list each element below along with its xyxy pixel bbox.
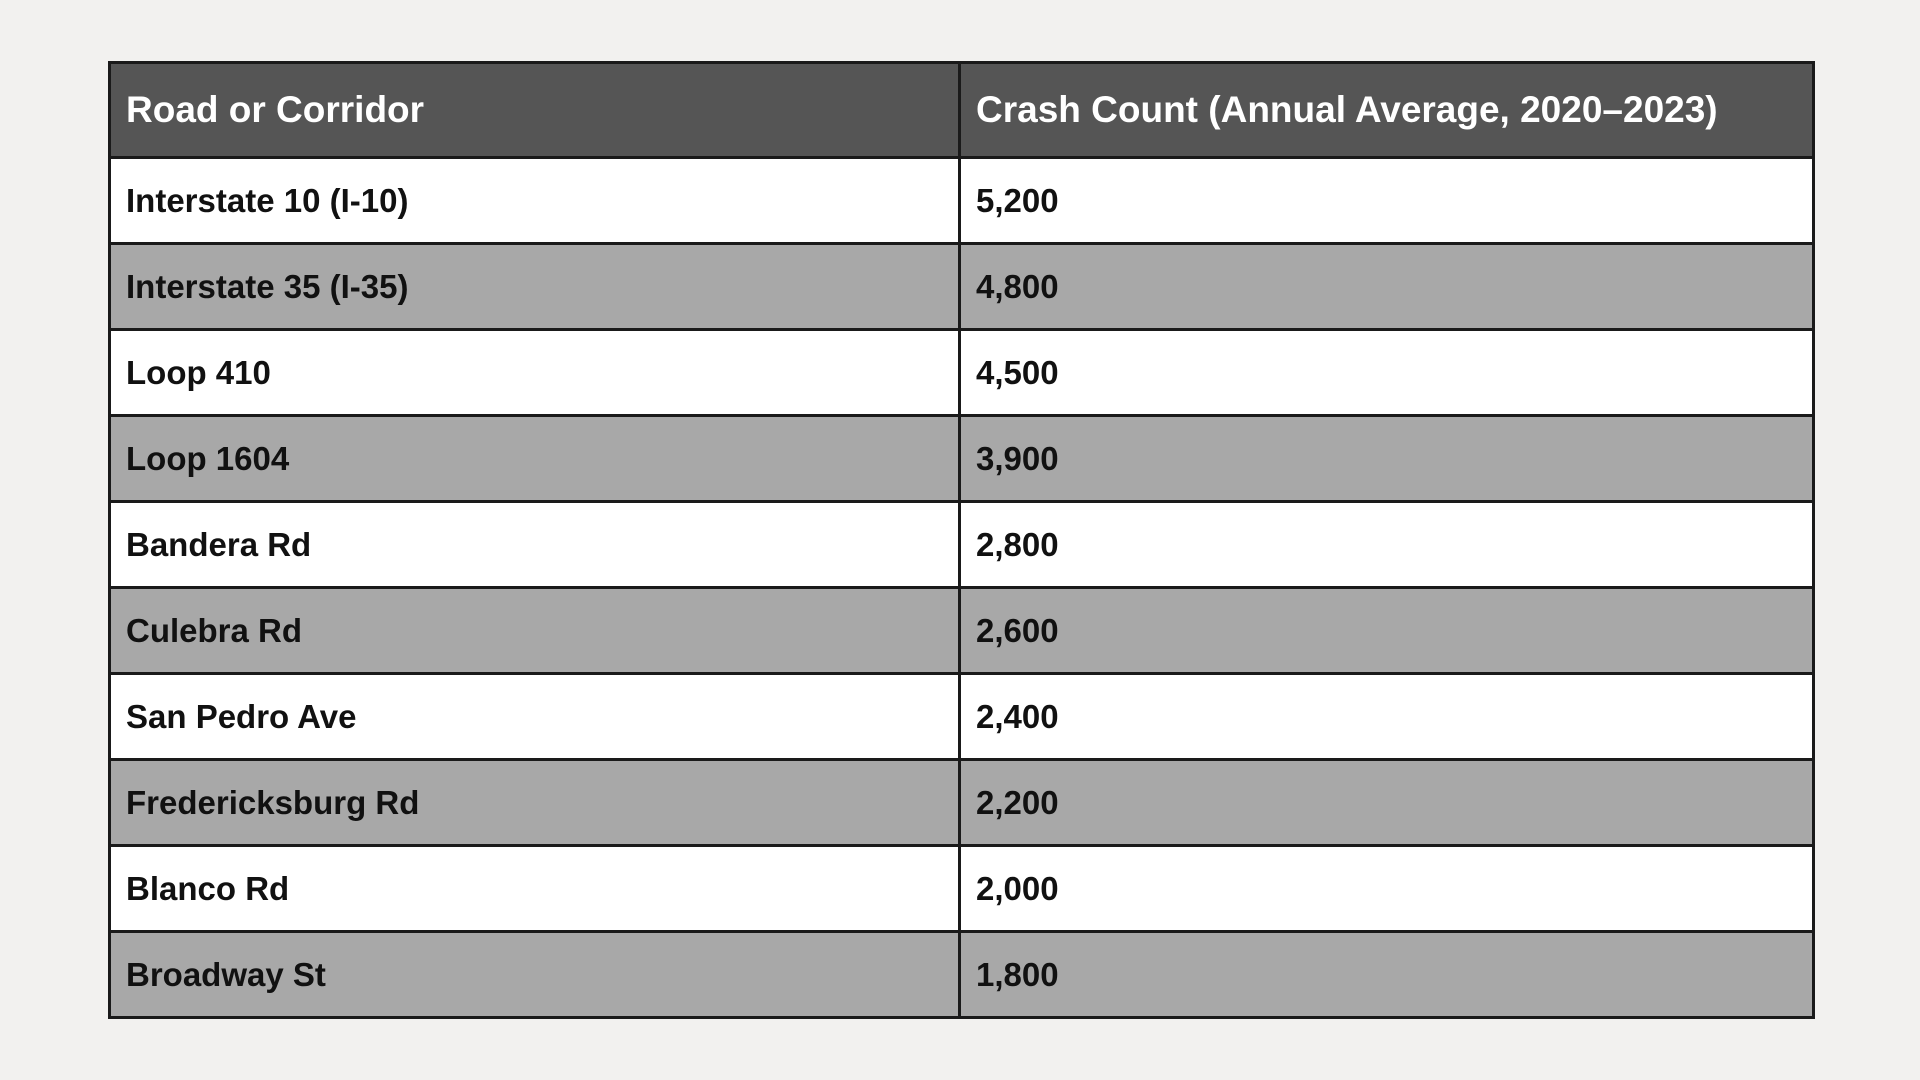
- road-cell: Broadway St: [110, 932, 960, 1018]
- road-cell: Culebra Rd: [110, 588, 960, 674]
- crash-count-cell: 2,200: [960, 760, 1814, 846]
- crash-count-cell: 2,000: [960, 846, 1814, 932]
- crash-count-cell: 4,500: [960, 330, 1814, 416]
- header-crash-count: Crash Count (Annual Average, 2020–2023): [960, 63, 1814, 158]
- table-row: [110, 330, 1814, 416]
- road-cell: Bandera Rd: [110, 502, 960, 588]
- road-cell: Blanco Rd: [110, 846, 960, 932]
- header-road-or-corridor: Road or Corridor: [110, 63, 960, 158]
- crash-count-cell: 2,600: [960, 588, 1814, 674]
- crash-count-cell: 1,800: [960, 932, 1814, 1018]
- table-row: [110, 158, 1814, 244]
- header-row: [110, 63, 1814, 158]
- table-body: [110, 158, 1814, 1018]
- crash-count-cell: 2,400: [960, 674, 1814, 760]
- crash-count-cell: 2,800: [960, 502, 1814, 588]
- road-cell: Loop 410: [110, 330, 960, 416]
- road-cell: Interstate 35 (I-35): [110, 244, 960, 330]
- table-row: [110, 244, 1814, 330]
- crash-count-cell: 5,200: [960, 158, 1814, 244]
- crash-count-table: [108, 61, 1815, 1019]
- table-row: [110, 416, 1814, 502]
- road-cell: San Pedro Ave: [110, 674, 960, 760]
- road-cell: Fredericksburg Rd: [110, 760, 960, 846]
- table-row: [110, 588, 1814, 674]
- crash-count-cell: 4,800: [960, 244, 1814, 330]
- road-cell: Interstate 10 (I-10): [110, 158, 960, 244]
- table-row: [110, 846, 1814, 932]
- table-header: [110, 63, 1814, 158]
- table-row: [110, 760, 1814, 846]
- road-cell: Loop 1604: [110, 416, 960, 502]
- table-row: [110, 674, 1814, 760]
- crash-count-cell: 3,900: [960, 416, 1814, 502]
- table-row: [110, 502, 1814, 588]
- table-row: [110, 932, 1814, 1018]
